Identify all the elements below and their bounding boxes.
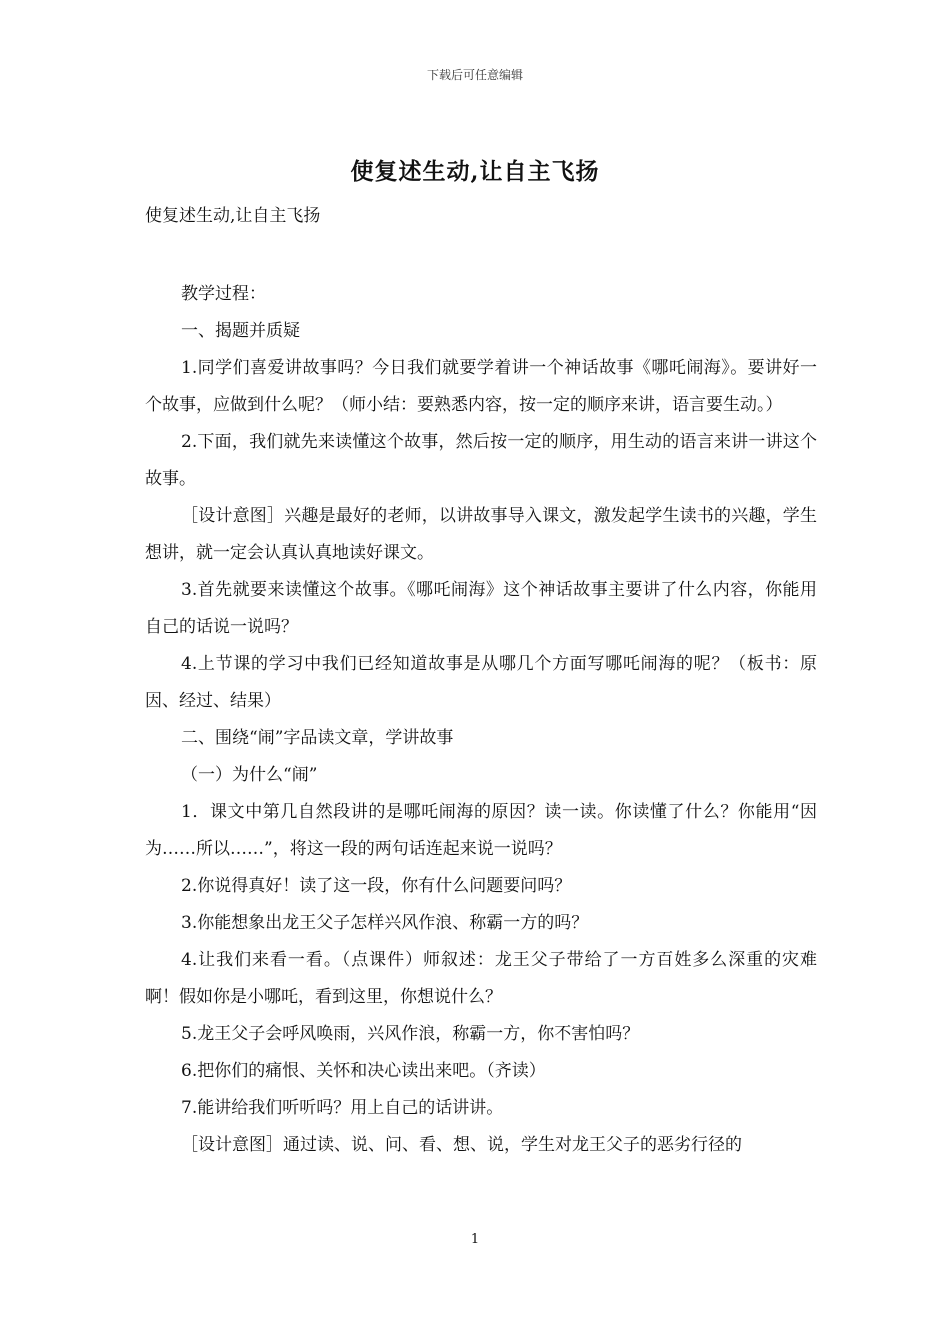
paragraph: 2.下面，我们就先来读懂这个故事，然后按一定的顺序，用生动的语言来讲一讲这个故事。 — [145, 432, 817, 489]
paragraph: 一、揭题并质疑 — [181, 321, 300, 341]
paragraph: 7.能讲给我们听听吗？用上自己的话讲讲。 — [181, 1098, 504, 1118]
document-body — [145, 276, 817, 1164]
paragraph: ［设计意图］兴趣是最好的老师，以讲故事导入课文，激发起学生读书的兴趣，学生想讲，就一定会认真认真地读好课文。 — [145, 506, 817, 563]
document-title: 使复述生动,让自主飞扬 — [350, 158, 600, 185]
paragraph: 6.把你们的痛恨、关怀和决心读出来吧。（齐读） — [181, 1061, 546, 1081]
paragraph: （一）为什么“闹” — [181, 765, 318, 785]
paragraph: 1.同学们喜爱讲故事吗？今日我们就要学着讲一个神话故事《哪吒闹海》。要讲好一个故事，应做到什么呢？（师小结：要熟悉内容，按一定的顺序来讲，语言要生动。） — [145, 358, 817, 415]
paragraph: 二、围绕“闹”字品读文章，学讲故事 — [181, 728, 454, 748]
document-subtitle: 使复述生动,让自主飞扬 — [145, 206, 321, 226]
paragraph: 4.让我们来看一看。（点课件）师叙述：龙王父子带给了一方百姓多么深重的灾难啊！假如你是小哪吒，看到这里，你想说什么？ — [145, 950, 817, 1007]
paragraph: 4.上节课的学习中我们已经知道故事是从哪几个方面写哪吒闹海的呢？（板书：原因、经过、结果） — [145, 654, 817, 711]
paragraph: 5.龙王父子会呼风唤雨，兴风作浪，称霸一方，你不害怕吗？ — [181, 1024, 640, 1044]
paragraph: 教学过程： — [181, 284, 266, 304]
paragraph: 2.你说得真好！读了这一段，你有什么问题要问吗？ — [181, 876, 572, 896]
page-header: 下载后可任意编辑 — [426, 68, 523, 82]
paragraph: ［设计意图］通过读、说、问、看、想、说，学生对龙王父子的恶劣行径的 — [181, 1135, 742, 1155]
paragraph: 3.你能想象出龙王父子怎样兴风作浪、称霸一方的吗？ — [181, 913, 589, 933]
paragraph: 1．课文中第几自然段讲的是哪吒闹海的原因？读一读。你读懂了什么？你能用“因为……所以……”，将这一段的两句话连起来说一说吗？ — [145, 802, 817, 859]
page-number: 1 — [470, 1232, 480, 1247]
paragraph: 3.首先就要来读懂这个故事。《哪吒闹海》这个神话故事主要讲了什么内容，你能用自己的话说一说吗？ — [145, 580, 817, 637]
